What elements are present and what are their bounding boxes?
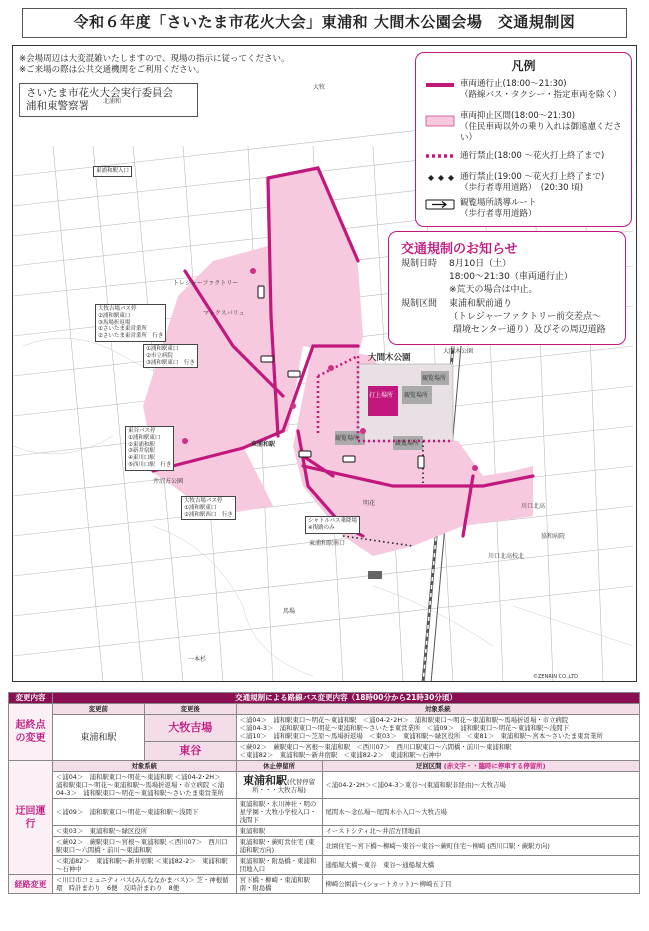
shuttle-label-sub: ※復路のみ — [308, 524, 335, 531]
detour-stop-2: 東浦和駅・氷川神社・明の星学園・大牧小学校入口・浅間下 — [236, 799, 322, 826]
box3-line-6: ⑤西川口駅 行き — [128, 461, 172, 468]
detour-stop-main — [236, 772, 322, 799]
legend-item-2 — [460, 111, 625, 144]
hanno-label: 明花 — [363, 500, 376, 507]
box1-line-3: ③馬場折返場 — [98, 319, 131, 326]
traffic-notice-val-5: （トレジャーファクトリー前交差点～ — [449, 312, 601, 322]
col2-target: 対象系統 — [52, 761, 236, 772]
detour-route-1: ＜浦04-2･2H＞＜浦04-3＞東谷～(東浦和駅非経由)～大牧吉場 — [322, 772, 639, 799]
legend-title: 凡例 — [511, 59, 536, 73]
viewing-area-3-label: 観覧場所 — [395, 440, 420, 447]
viewing-area-2-label: 観覧場所 — [335, 435, 360, 442]
target-2-1: ＜蕨02＞ 蕨駅東口～宮根～東浦和駅 ＜西川07＞ 西川口駅東口～六間橋・前川～東浦和駅 — [239, 743, 512, 751]
traffic-notice-val-2: 18:00～21:30（車両通行止） — [449, 272, 573, 282]
box1-line-1: 大牧吉場バス停 — [98, 306, 137, 312]
kyowa-hospital-label: 協和病院 — [541, 533, 566, 540]
bus-stop-box-1 — [95, 304, 166, 342]
oomaki-label: 大牧 — [313, 84, 326, 91]
table-header-right: 交通規制による路線バス変更内容（18時00分から21時30分頃） — [52, 693, 639, 704]
box2-line-3: ③浦和駅東口 行き — [146, 359, 195, 366]
legend-item-1-sub: （路線バス・タクシー・指定車両を除く） — [460, 90, 622, 100]
organizer-1: さいたま市花火大会実行委員会 — [26, 87, 173, 99]
box3-line-4: ③新井宿駅 — [128, 448, 155, 455]
detour-stop-main-label: 東浦和駅 — [243, 773, 288, 787]
legend-item-1-label: 車両通行止(18:00～21:30) — [460, 79, 567, 89]
col2-route-label: 迂回区間 — [416, 762, 442, 770]
target-list-2 — [236, 742, 639, 761]
traffic-notice-title: 交通規制のお知らせ — [401, 242, 518, 257]
notice-list — [19, 54, 319, 76]
bus-stop-box-2 — [143, 344, 198, 368]
detour-route-5: 通船堀大橋～東谷 東谷～通船堀大橋 — [322, 856, 639, 875]
legend-item-5-label: 観覧場所誘導ルート — [460, 198, 537, 208]
legend-swatches — [424, 79, 456, 229]
legend-item-4-label: 通行禁止(19:00 ～花火打上終了まで) — [460, 172, 605, 182]
shuttle-label-main: シャトルバス乗降場 — [308, 518, 358, 524]
col-after: 変更後 — [144, 704, 236, 715]
traffic-notice-box — [388, 231, 626, 345]
makuba-label: 馬場 — [283, 608, 296, 615]
detour-stop-3: 東浦和駅 — [236, 826, 322, 837]
detour-target-5: ＜東浦82＞ 東浦和駅～新井宿駅 ＜東浦82-2＞ 東浦和駅～石神中 — [52, 856, 236, 875]
col2-route — [322, 761, 639, 772]
target-1-1: ＜浦04＞ 浦和駅東口～明花～東浦和駅 ＜浦04-2･2H＞ 浦和駅東口～明花～東浦和駅～馬場折返場・市立病院 — [239, 716, 569, 724]
kawaguchi-label: 川口北高 — [521, 503, 546, 510]
col-before: 変更前 — [52, 704, 144, 715]
treasure-factory-label: トレジャーファクトリー — [173, 280, 239, 287]
section1-name: 起終点の変更 — [9, 704, 53, 761]
section3-name: 経路変更 — [9, 875, 53, 894]
viewing-area-1-label: 観覧場所 — [404, 392, 429, 399]
stop-higashiurawa-label: 東浦和駅入口 — [93, 166, 132, 177]
bus-change-table — [8, 692, 640, 894]
traffic-notice-val-4: 東浦和駅前通り — [449, 299, 513, 309]
traffic-map[interactable] — [12, 45, 637, 682]
legend-item-5-sub: （歩行者専用道路） — [460, 209, 537, 219]
park-label: 大間木公園 — [368, 353, 411, 363]
detour-route-3: イーストシティ北～井沼方団地前 — [322, 826, 639, 837]
kita-label: 北浦和 — [103, 98, 122, 105]
ichinomiya-label: 一本杉 — [188, 656, 207, 663]
detour-stop-main-note: (代替停留所・・・大牧吉場) — [252, 777, 316, 794]
shuttle-label — [305, 516, 360, 534]
route-change-target: ＜川口市コミュニティバス(みんななかまバス)＞ 芝・神根循環 時計まわり 6便 反時計まわり 8便 — [52, 875, 236, 894]
detour-target-3: ＜東03＞ 東浦和駅～緑区役所 — [52, 826, 236, 837]
legend-box — [415, 52, 632, 227]
inumakata-park-label: 井沼方公園 — [153, 478, 184, 485]
kawaguchi-north-label: 川口北高校北 — [488, 553, 525, 560]
notice-2: ※ご来場の際は公共交通機関をご利用ください。 — [19, 65, 205, 75]
box1-line-5: ②さいたま東営業所 行き — [98, 333, 164, 340]
table-header-left: 変更内容 — [9, 693, 53, 704]
box4-line-1: 大牧吉場バス停 — [184, 498, 223, 504]
maxvalu-label: マックスバリュ — [203, 310, 245, 317]
ohmaki-park-stop-label: 大間木公園 — [443, 348, 474, 355]
detour-route-4: 北園住宅～宮下橋～柳崎～東谷～東谷～蕨町住宅～柳崎 (西川口駅・蕨駅方向) — [322, 837, 639, 856]
traffic-notice-val-1: 8月10日（土） — [449, 259, 512, 269]
copyright-label: ©ZENRIN CO.,LTD — [533, 674, 579, 680]
section2-name: 迂回運行 — [9, 761, 53, 875]
legend-item-2-label: 車両抑止区間(18:00～21:30) — [460, 111, 576, 121]
page-title: 令和６年度「さいたま市花火大会」東浦和 大間木公園会場 交通規制図 — [22, 8, 627, 38]
target-list-1 — [236, 715, 639, 742]
legend-item-4-sub: （歩行者専用道路） (20:30 頃) — [460, 183, 584, 193]
traffic-notice-key-2: 規制区間 — [401, 299, 438, 309]
box1-line-2: ②浦和駅東口 — [98, 312, 131, 319]
detour-stop-5: 東浦和駅・附島橋・東浦和団地入口 — [236, 856, 322, 875]
station-label: 東浦和駅 — [251, 441, 276, 448]
detour-stop-4: 東浦和駅・蕨町営住宅 (東浦和駅方向) — [236, 837, 322, 856]
after-higashiya: 東谷 — [144, 742, 236, 761]
notice-1: ※会場周辺は大変混雑いたしますので、現場の指示に従ってください。 — [19, 54, 290, 64]
box1-line-4: ①さいたま東営業所 — [98, 326, 147, 333]
col2-stop: 休止停留所 — [236, 761, 322, 772]
detour-route-2: 尾間木～念仏場～尾間木小入口～大牧吉場 — [322, 799, 639, 826]
box3-line-3: ②東浦和駅 — [128, 441, 155, 448]
col2-route-note: (赤文字・・臨時に停車する停留所) — [443, 762, 546, 770]
box2-line-2: ②市立病院 — [146, 352, 173, 359]
detour-target-4: ＜蕨02＞ 蕨駅東口～宮根～東浦和駅 ＜西川07＞ 西川口駅東口～六間橋・前川～東浦和駅 — [52, 837, 236, 856]
box3-line-5: ④東川口駅 — [128, 455, 155, 462]
after-oomaki: 大牧吉場 — [144, 715, 236, 742]
legend-item-1 — [460, 79, 625, 101]
traffic-notice-val-6: 環境センター通り）及びその周辺道路 — [453, 325, 606, 335]
legend-item-3-label: 通行禁止(18:00 ～花火打上終了まで) — [460, 151, 605, 161]
viewing-area-4-label: 観覧場所 — [422, 375, 447, 382]
box3-line-1: 東谷バス停 — [128, 428, 156, 434]
box2-line-1: ①浦和駅東口 — [146, 346, 179, 352]
legend-item-3 — [460, 151, 625, 162]
route-change-stop: 宮下橋・柳崎・東浦和駅南・附島橋 — [236, 875, 322, 894]
box4-line-3: ②浦和駅西口 行き — [184, 511, 233, 518]
box3-line-2: ①浦和駅東口 — [128, 434, 161, 441]
station-south-label: 東浦和駅南口 — [309, 540, 346, 547]
launch-site-label: 打上場所 — [369, 392, 394, 399]
legend-item-2-sub: （住民車両以外の乗り入れは御遠慮ください） — [460, 122, 622, 143]
target-1-3: ＜浦10＞ 浦和駅東口～芝原～馬場折返場 ＜東03＞ 東浦和駅～緑区役所 ＜東81＞ 東浦和駅～宮本～さいたま東営業所 — [239, 732, 603, 740]
organizer-2: 浦和東警察署 — [26, 100, 89, 112]
target-1-2: ＜浦04-3＞ 浦和駅東口～明花～東浦和駅～さいたま東営業所 ＜浦09＞ 浦和駅東口～明花～東浦和駅～浅間下 — [239, 724, 570, 732]
box4-line-2: ①浦和駅東口 — [184, 504, 217, 511]
traffic-notice-key-1: 規制日時 — [401, 259, 438, 269]
detour-target-2: ＜浦09＞ 浦和駅東口～明花～東浦和駅～浅間下 — [52, 799, 236, 826]
route-change-route: 柳崎公園前～(ショートカット)～柳崎五丁目 — [322, 875, 639, 894]
target-2-2: ＜東浦82＞ 東浦和駅～新井宿駅 ＜東浦82-2＞ 東浦和駅～石神中 — [239, 751, 442, 759]
detour-target-1: ＜浦04＞ 浦和駅東口～明花～東浦和駅 ＜浦04-2･2H＞ 浦和駅東口～明花～東浦和駅～馬場折返場・市立病院 ＜浦04-3＞ 浦和駅東口～明花～東浦和駅～さいたま東営業所 — [52, 772, 236, 799]
traffic-notice-val-3: ※荒天の場合は中止。 — [449, 285, 538, 295]
bus-stop-box-3 — [125, 426, 174, 471]
col-target: 対象系統 — [236, 704, 639, 715]
legend-item-5 — [460, 198, 625, 220]
legend-item-4 — [460, 172, 625, 194]
bus-stop-box-4 — [181, 496, 236, 520]
before-station: 東浦和駅 — [52, 715, 144, 761]
